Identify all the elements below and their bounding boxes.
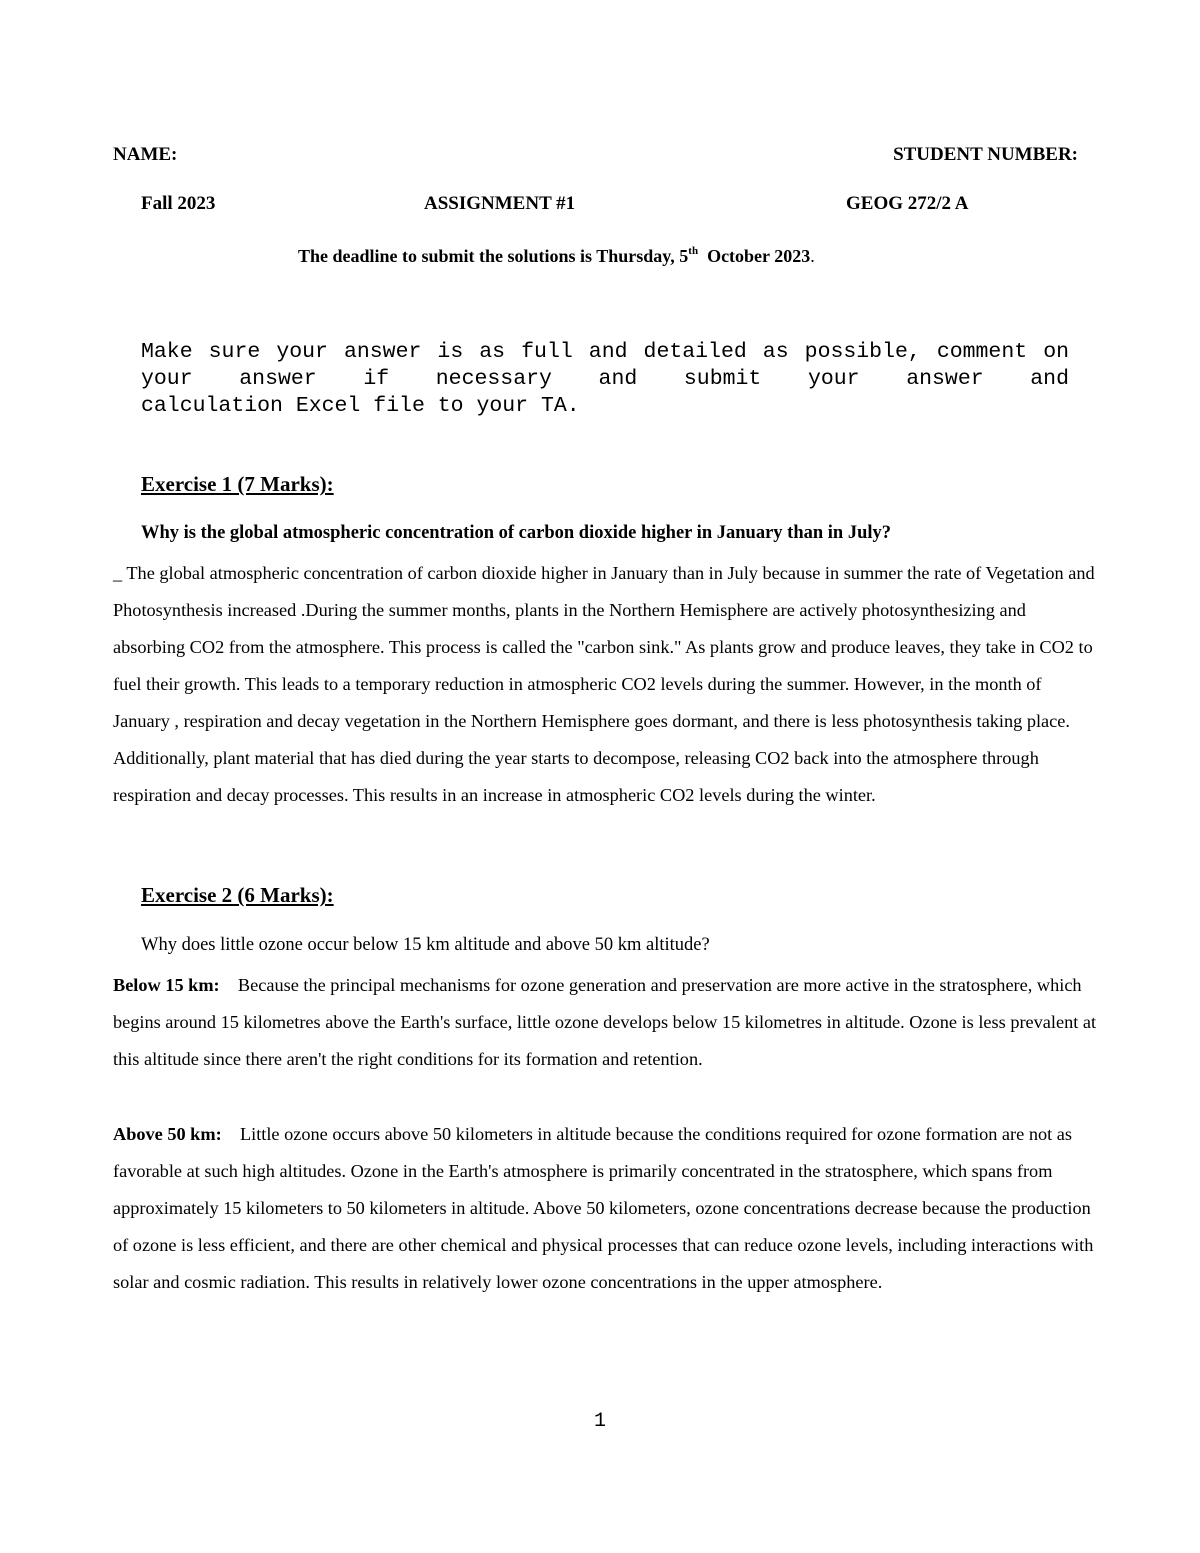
deadline-prefix: The deadline to submit the solutions is Thursday, 5	[298, 246, 689, 266]
exercise-2-above-answer	[113, 1116, 1098, 1301]
deadline-period: .	[810, 246, 815, 266]
exercise-1-question: Why is the global atmospheric concentration of carbon dioxide higher in January than in July?	[141, 523, 891, 543]
course-label: GEOG 272/2 A	[846, 193, 969, 214]
instructions-text: Make sure your answer is as full and detailed as possible, comment on your answer if necessary and submit your answer and	[141, 340, 1069, 391]
term-label: Fall 2023	[141, 193, 216, 214]
exercise-2-title: Exercise 2 (6 Marks):	[141, 883, 334, 907]
exercise-1-answer: _ The global atmospheric concentration of carbon dioxide higher in January than in July because in summer the rate of Vegetation and Photosynthesis increased .During the summer months, plants in the Northern Hemisphere are actively photosynthesizing and absorbing CO2 from the atmosphere. This process is called the "carbon sink." As plants grow and produce leaves, they take in CO2 to fuel their growth. This leads to a temporary reduction in atmospheric CO2 levels during the summer. However, in the month of January , respiration and decay vegetation in the Northern Hemisphere goes dormant, and there is less photosynthesis taking place. Additionally, plant material that has died during the year starts to decompose, releasing CO2 back into the atmosphere through respiration and decay processes. This results in an increase in atmospheric CO2 levels during the winter.	[113, 563, 1095, 805]
exercise-2-question: Why does little ozone occur below 15 km altitude and above 50 km altitude?	[141, 935, 710, 955]
page-number: 1	[594, 1410, 607, 1433]
instructions-block	[141, 339, 1069, 420]
student-number-label: STUDENT NUMBER:	[893, 144, 1078, 165]
above-50km-text: Little ozone occurs above 50 kilometers in altitude because the conditions required for ozone formation are not as favorable at such high altitudes. Ozone in the Earth's atmosphere is primarily concentrated in the stratosphere, which spans from approximately 15 kilometers to 50 kilometers in altitude. Above 50 kilometers, ozone concentrations decrease because the production of ozone is less efficient, and there are other chemical and physical processes that can reduce ozone levels, including interactions with solar and cosmic radiation. This results in relatively lower ozone concentrations in the upper atmosphere.	[113, 1124, 1094, 1292]
instructions-last-line: calculation Excel file to your TA.	[141, 394, 580, 418]
exercise-1-title: Exercise 1 (7 Marks):	[141, 472, 334, 496]
deadline-ordinal: th	[688, 245, 699, 257]
below-15km-text: Because the principal mechanisms for ozone generation and preservation are more active in the stratosphere, which begins around 15 kilometres above the Earth's surface, little ozone develops below 15 kilometres in altitude. Ozone is less prevalent at this altitude since there aren't the right conditions for its formation and retention.	[113, 975, 1097, 1069]
exercise-2-below-answer	[113, 967, 1098, 1078]
assignment-label: ASSIGNMENT #1	[424, 193, 576, 214]
above-50km-label: Above 50 km:	[113, 1124, 222, 1144]
deadline-line	[298, 245, 815, 267]
below-15km-label: Below 15 km:	[113, 975, 220, 995]
deadline-suffix: October 2023	[698, 246, 811, 266]
name-label: NAME:	[113, 144, 178, 165]
